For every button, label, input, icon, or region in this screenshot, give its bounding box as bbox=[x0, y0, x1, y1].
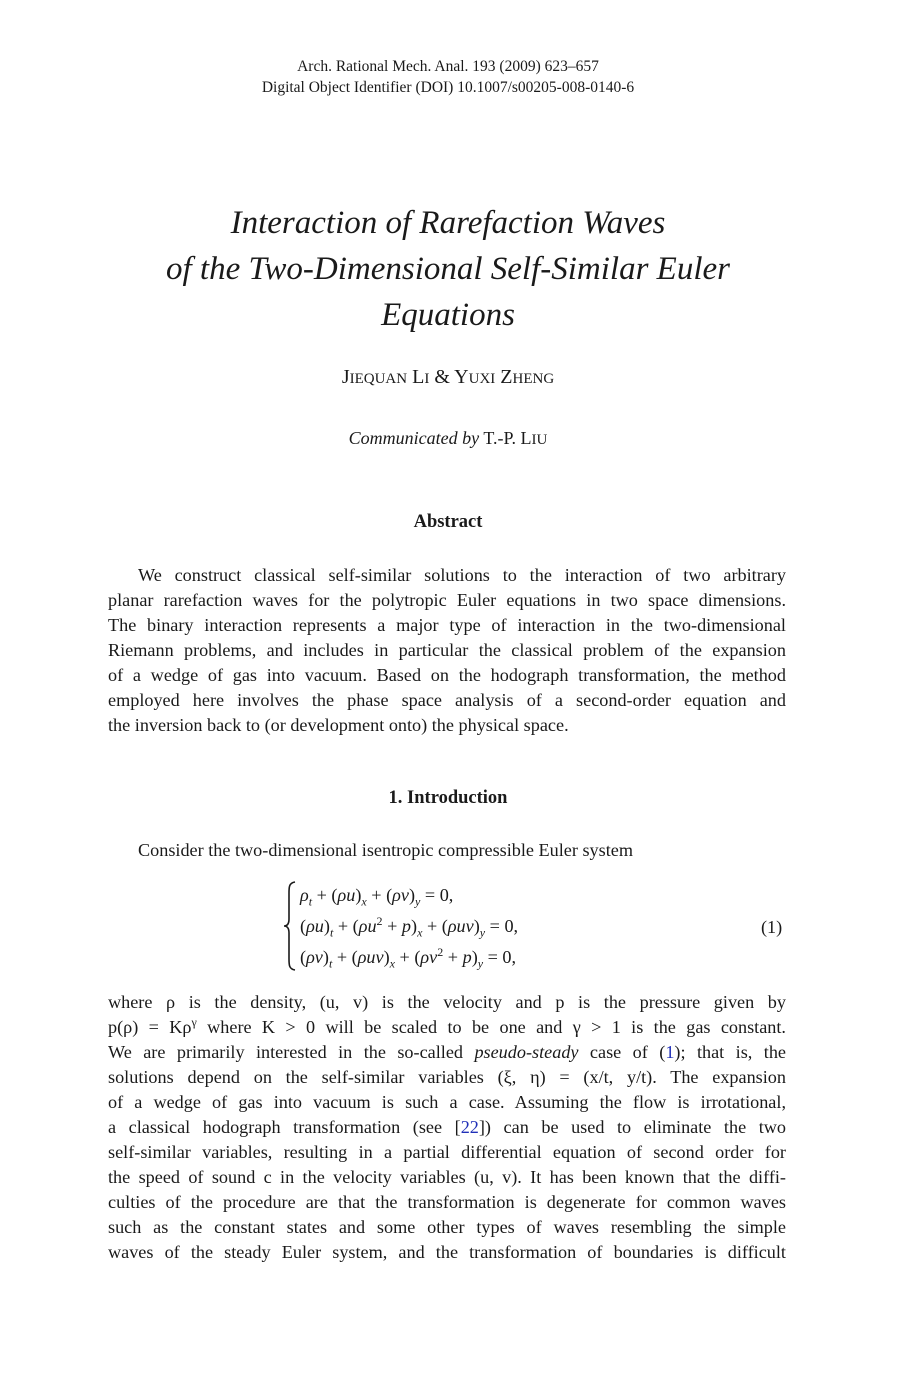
body-line bbox=[108, 1040, 786, 1065]
body-line: self-similar variables, resulting in a partial differential equation of second order for bbox=[108, 1142, 786, 1162]
author-text: L bbox=[412, 366, 425, 388]
abstract-line: Riemann problems, and includes in particular the classical problem of the expansion bbox=[108, 640, 786, 660]
intro-sentence bbox=[108, 838, 786, 863]
authors bbox=[0, 366, 896, 389]
paper-title bbox=[0, 200, 896, 338]
body-emphasis: pseudo-steady bbox=[474, 1042, 579, 1062]
abstract-line: planar rarefaction waves for the polytropic Euler equations in two space dimensions. bbox=[108, 590, 786, 610]
abstract-line: employed here involves the phase space analysis of a second-order equation and bbox=[108, 690, 786, 710]
author-text: UXI bbox=[468, 371, 496, 387]
author-text: I bbox=[424, 371, 430, 387]
abstract-line: We construct classical self-similar solutions to the interaction of two arbitrary bbox=[138, 565, 786, 585]
abstract-heading: Abstract bbox=[413, 512, 483, 532]
body-text: We are primarily interested in the so-called bbox=[108, 1042, 475, 1062]
body-text: case of ( bbox=[578, 1042, 666, 1062]
title-line: Interaction of Rarefaction Waves bbox=[230, 205, 666, 241]
author-text: Z bbox=[500, 366, 513, 388]
section-heading: 1. Introduction bbox=[388, 788, 508, 808]
body-line: culties of the procedure are that the transformation is degenerate for common waves bbox=[108, 1192, 786, 1212]
doi-line: Digital Object Identifier (DOI) 10.1007/s00205-008-0140-6 bbox=[261, 79, 635, 96]
body-line: such as the constant states and some other types of waves resembling the simple bbox=[108, 1217, 786, 1237]
communicator-name: T.-P. L bbox=[483, 428, 532, 448]
body-text: a classical hodograph transformation (see [ bbox=[108, 1117, 461, 1137]
intro-body bbox=[108, 990, 786, 1265]
equation-system bbox=[283, 881, 803, 973]
title-line: Equations bbox=[381, 297, 515, 333]
left-brace bbox=[283, 881, 297, 971]
body-line: where ρ is the density, (u, v) is the velocity and p is the pressure given by bbox=[108, 992, 786, 1012]
body-line: the speed of sound c in the velocity variables (u, v). It has been known that the diffi- bbox=[108, 1167, 786, 1187]
author-separator: & bbox=[434, 366, 450, 388]
abstract-body bbox=[108, 563, 786, 738]
author-text: Y bbox=[454, 366, 469, 388]
communicated-label: Communicated by bbox=[348, 428, 480, 448]
body-line: of a wedge of gas into vacuum is such a case. Assuming the flow is irrotational, bbox=[108, 1092, 786, 1112]
communicated-by bbox=[0, 428, 896, 449]
equation-line-1: $\rho_t + (\rho u)_x + (\rho v)_y = 0$, bbox=[300, 885, 454, 909]
communicator-name: IU bbox=[531, 432, 548, 448]
intro-line: Consider the two-dimensional isentropic compressible Euler system bbox=[138, 840, 634, 860]
body-line: solutions depend on the self-similar variables (ξ, η) = (x/t, y/t). The expansion bbox=[108, 1067, 786, 1087]
title-line: of the Two-Dimensional Self-Similar Euler bbox=[165, 251, 730, 287]
abstract-line: the inversion back to (or development onto) the physical space. bbox=[108, 715, 569, 735]
abstract-line: of a wedge of gas into vacuum. Based on the hodograph transformation, the method bbox=[108, 665, 786, 685]
body-line: waves of the steady Euler system, and the transformation of boundaries is difficult bbox=[108, 1242, 786, 1262]
equation-line-2: $(\rho u)_t + (\rho u^2 + p)_x + (\rho uv)_y = 0$, bbox=[300, 913, 519, 940]
equation-reference-link[interactable]: 1 bbox=[665, 1042, 675, 1062]
body-line bbox=[108, 1115, 786, 1140]
body-line bbox=[108, 1015, 786, 1040]
abstract-line: The binary interaction represents a major type of interaction in the two-dimensional bbox=[108, 615, 786, 635]
body-text: p(ρ) = Kρ bbox=[108, 1017, 192, 1037]
equation-number: (1) bbox=[761, 917, 783, 937]
body-text: where K > 0 will be scaled to be one and γ > 1 is the gas constant. bbox=[196, 1017, 786, 1037]
body-text: ); that is, the bbox=[674, 1042, 786, 1062]
citation-link[interactable]: 22 bbox=[460, 1117, 479, 1137]
author-text: J bbox=[341, 366, 350, 388]
author-text: HENG bbox=[512, 371, 555, 387]
body-text: ]) can be used to eliminate the two bbox=[478, 1117, 786, 1137]
author-text: IEQUAN bbox=[349, 371, 408, 387]
journal-citation: Arch. Rational Mech. Anal. 193 (2009) 623–657 bbox=[297, 58, 599, 75]
body-superscript: γ bbox=[191, 1014, 197, 1029]
equation-line-3: $(\rho v)_t + (\rho uv)_x + (\rho v^2 + p)_y = 0$, bbox=[300, 944, 517, 971]
